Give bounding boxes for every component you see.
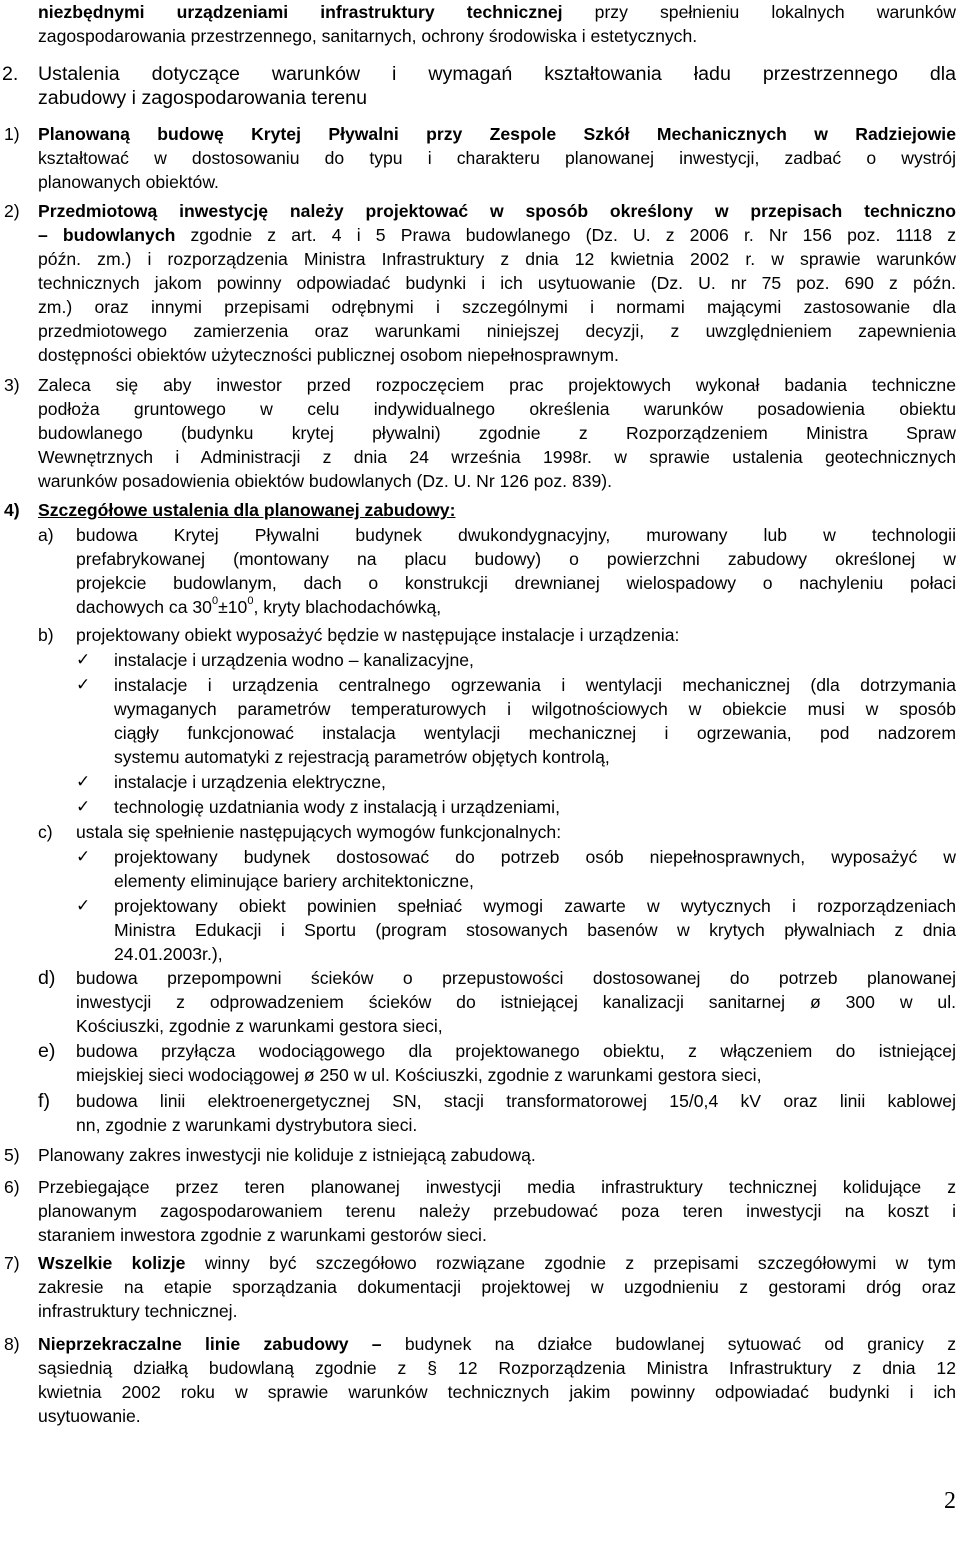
item-bold-text: Przedmiotową inwestycję należy projektować w sposób określony w przepisach techniczno bbox=[38, 201, 956, 221]
item-text: technicznych jakom powinny odpowiadać budynki i ich usytuowanie (Dz. U. nr 75 poz. 690 z późn. bbox=[38, 273, 956, 293]
sub-item-text: budowa linii elektroenergetycznej SN, stacji transformatorowej 15/0,4 kV oraz linii kablowej bbox=[76, 1091, 956, 1111]
item-4-heading bbox=[4, 498, 956, 522]
sub-item-text: budowa Krytej Pływalni budynek dwukondygnacyjny, murowany lub w technologii bbox=[76, 525, 956, 545]
page-number: 2 bbox=[944, 1488, 956, 1514]
check-icon: ✓ bbox=[76, 847, 91, 866]
item-text: Wewnętrznych i Administracji z dnia 24 września 1998r. w sprawie ustalenia geotechnicznych bbox=[38, 447, 956, 467]
check-item-text: 24.01.2003r.), bbox=[114, 944, 223, 964]
item-number: 1) bbox=[4, 124, 20, 144]
sub-item-text: Kościuszki, zgodnie z warunkami gestora sieci, bbox=[76, 1016, 443, 1036]
item-number: 6) bbox=[4, 1177, 20, 1197]
item-text: podłoża gruntowego w celu indywidualnego określenia warunków posadowienia obiektu bbox=[38, 399, 956, 419]
item-number: 3) bbox=[4, 375, 20, 395]
item-text: kwietnia 2002 roku w sprawie warunków technicznych jakim powinny odpowiadać budynki i ich bbox=[38, 1382, 956, 1402]
sub-item-f bbox=[38, 1089, 956, 1137]
sub-item-d bbox=[38, 966, 956, 1038]
item-text: dostępności obiektów użyteczności publicznej osobom niepełnosprawnym. bbox=[38, 345, 619, 365]
check-item-text: elementy eliminujące bariery architektoniczne, bbox=[114, 871, 474, 891]
item-text: planowanym zagospodarowaniem terenu należy przebudować poza teren inwestycji na koszt i bbox=[38, 1201, 956, 1221]
intro-text: przy spełnieniu lokalnych warunków bbox=[562, 2, 956, 22]
item-8 bbox=[4, 1332, 956, 1428]
item-text: Planowany zakres inwestycji nie koliduje z istniejącą zabudową. bbox=[38, 1145, 536, 1165]
item-text: późn. zm.) i rozporządzenia Ministra Infrastruktury z dnia 12 kwietnia 2002 r. w sprawie warunków bbox=[38, 249, 956, 269]
item-number: 8) bbox=[4, 1334, 20, 1354]
item-number: 4) bbox=[4, 500, 20, 520]
check-item bbox=[76, 795, 956, 819]
check-item-text: instalacje i urządzenia elektryczne, bbox=[114, 772, 386, 792]
intro-text: zagospodarowania przestrzennego, sanitarnych, ochrony środowiska i estetycznych. bbox=[38, 26, 698, 46]
item-bold-text: – budowlanych bbox=[38, 225, 176, 245]
check-item-text: instalacje i urządzenia centralnego ogrzewania i wentylacji mechanicznej (dla dotrzymania bbox=[114, 675, 956, 695]
item-number: 5) bbox=[4, 1145, 20, 1165]
section-title: zabudowy i zagospodarowania terenu bbox=[38, 87, 367, 109]
sub-item-text: budowa przepompowni ścieków o przepustowości dostosowanej do potrzeb planowanej bbox=[76, 968, 956, 988]
check-item bbox=[76, 648, 956, 672]
section-number: 2. bbox=[2, 63, 19, 85]
item-text: przedmiotowego zamierzenia oraz warunkami niniejszej decyzji, z uwzględnieniem zapewnienia bbox=[38, 321, 956, 341]
sub-item-text: miejskiej sieci wodociągowej ø 250 w ul. Kościuszki, zgodnie z warunkami gestora sieci, bbox=[76, 1065, 762, 1085]
item-1 bbox=[4, 122, 956, 194]
item-text: zgodnie z art. 4 i 5 Prawa budowlanego (Dz. U. z 2006 r. Nr 156 poz. 1118 z bbox=[175, 225, 956, 245]
section-title: Ustalenia dotyczące warunków i wymagań kształtowania ładu przestrzennego dla bbox=[38, 63, 956, 85]
check-icon: ✓ bbox=[76, 650, 91, 669]
check-icon: ✓ bbox=[76, 797, 91, 816]
sub-item-c bbox=[38, 820, 956, 844]
sub-item-text: projektowany obiekt wyposażyć będzie w następujące instalacje i urządzenia: bbox=[76, 625, 680, 645]
intro-paragraph bbox=[38, 0, 956, 48]
item-text: infrastruktury technicznej. bbox=[38, 1301, 238, 1321]
check-item bbox=[76, 845, 956, 893]
item-text: Zaleca się aby inwestor przed rozpoczęciem prac projektowych wykonał badania techniczne bbox=[38, 375, 956, 395]
item-text: zm.) oraz innymi przepisami odrębnymi i szczególnymi i normami mającymi zastosowanie dla bbox=[38, 297, 956, 317]
degree-superscript: 0 bbox=[247, 595, 254, 608]
degree-superscript: 0 bbox=[211, 595, 219, 608]
sub-item-e bbox=[38, 1039, 956, 1087]
item-7 bbox=[4, 1251, 956, 1323]
item-2 bbox=[4, 199, 956, 367]
item-text: kształtować w dostosowaniu do typu i charakteru planowanej inwestycji, zadbać o wystrój bbox=[38, 148, 956, 168]
check-item-text: Ministra Edukacji i Sportu (program stosowanych basenów w krytych pływalniach z dnia bbox=[114, 920, 956, 940]
sub-item-text: prefabrykowanej (montowany na placu budowy) o powierzchni zabudowy określonej w bbox=[76, 549, 956, 569]
check-icon: ✓ bbox=[76, 772, 91, 791]
item-text: budowlanego (budynku krytej pływalni) zgodnie z Rozporządzeniem Ministra Spraw bbox=[38, 423, 956, 443]
sub-item-text: dachowych ca 30 bbox=[76, 597, 212, 617]
item-text: sąsiednią działką budowlaną zgodnie z § 12 Rozporządzenia Ministra Infrastruktury z dnia 12 bbox=[38, 1358, 956, 1378]
check-item-text: technologię uzdatniania wody z instalacją i urządzeniami, bbox=[114, 797, 560, 817]
sub-item-label: b) bbox=[38, 625, 54, 645]
item-number: 2) bbox=[4, 201, 20, 221]
sub-item-text: ustala się spełnienie następujących wymogów funkcjonalnych: bbox=[76, 822, 562, 842]
check-item-text: ciągły funkcjonować instalacja wentylacji mechanicznej i ogrzewania, pod nadzorem bbox=[114, 723, 956, 743]
item-6 bbox=[4, 1175, 956, 1247]
item-bold-text: Wszelkie kolizje bbox=[38, 1253, 186, 1273]
sub-item-a bbox=[38, 523, 956, 619]
sub-item-label: f) bbox=[38, 1090, 50, 1112]
sub-item-text: nn, zgodnie z warunkami dystrybutora sieci. bbox=[76, 1115, 418, 1135]
check-item bbox=[76, 673, 956, 769]
item-bold-text: Nieprzekraczalne linie zabudowy – bbox=[38, 1334, 382, 1354]
check-item bbox=[76, 770, 956, 794]
item-text: budynek na działce budowlanej sytuować od granicy z bbox=[381, 1334, 956, 1354]
item-bold-text: Planowaną budowę Krytej Pływalni przy Zespole Szkół Mechanicznych w Radziejowie bbox=[38, 124, 956, 144]
check-item-text: systemu automatyki z rejestracją parametrów objętych kontrolą, bbox=[114, 747, 610, 767]
item-text: staraniem inwestora zgodnie z warunkami gestorów sieci. bbox=[38, 1225, 487, 1245]
check-item bbox=[76, 894, 956, 966]
item-number: 7) bbox=[4, 1253, 20, 1273]
item-3 bbox=[4, 373, 956, 493]
item-5 bbox=[4, 1143, 956, 1167]
section-heading bbox=[2, 62, 956, 110]
check-icon: ✓ bbox=[76, 675, 91, 694]
check-item-text: instalacje i urządzenia wodno – kanalizacyjne, bbox=[114, 650, 474, 670]
item-text: winny być szczegółowo rozwiązane zgodnie z przepisami szczegółowymi w tym bbox=[185, 1253, 956, 1273]
item-text: Przebiegające przez teren planowanej inwestycji media infrastruktury technicznej kolidujące z bbox=[38, 1177, 956, 1197]
item-text: planowanych obiektów. bbox=[38, 172, 219, 192]
sub-item-b bbox=[38, 623, 956, 647]
check-item-text: wymaganych parametrów temperaturowych i wilgotnościowych w obiekcie musi w sposób bbox=[114, 699, 956, 719]
sub-item-text: , kryty blachodachówką, bbox=[253, 597, 442, 617]
sub-item-text: inwestycji z odprowadzeniem ścieków do istniejącej kanalizacji sanitarnej ø 300 w ul. bbox=[76, 992, 956, 1012]
sub-item-label: c) bbox=[38, 822, 53, 842]
check-item-text: projektowany budynek dostosować do potrzeb osób niepełnosprawnych, wyposażyć w bbox=[114, 847, 956, 867]
intro-bold-text: niezbędnymi urządzeniami infrastruktury technicznej bbox=[38, 2, 563, 22]
check-icon: ✓ bbox=[76, 896, 91, 915]
item-text: warunków posadowienia obiektów budowlanych (Dz. U. Nr 126 poz. 839). bbox=[38, 471, 613, 491]
sub-item-text: projekcie budowlanym, dach o konstrukcji drewnianej wielospadowy o nachyleniu połaci bbox=[76, 573, 956, 593]
sub-item-label: e) bbox=[38, 1040, 56, 1062]
item-heading: Szczegółowe ustalenia dla planowanej zabudowy: bbox=[38, 500, 456, 520]
item-text: usytuowanie. bbox=[38, 1406, 141, 1426]
sub-item-text: budowa przyłącza wodociągowego dla projektowanego obiektu, z włączeniem do istniejącej bbox=[76, 1041, 956, 1061]
check-item-text: projektowany obiekt powinien spełniać wymogi zawarte w wytycznych i rozporządzeniach bbox=[114, 896, 956, 916]
item-text: zakresie na etapie sporządzania dokumentacji projektowej w uzgodnieniu z gestorami dróg oraz bbox=[38, 1277, 956, 1297]
sub-item-label: a) bbox=[38, 525, 54, 545]
sub-item-text: ±10 bbox=[218, 597, 248, 617]
sub-item-label: d) bbox=[38, 967, 56, 989]
